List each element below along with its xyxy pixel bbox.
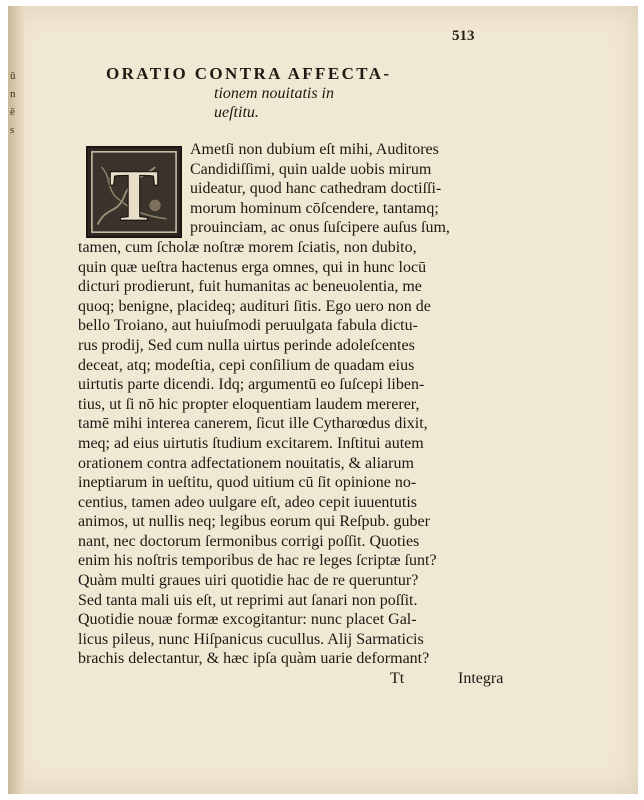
text-line: deceat, atq; modeſtia, cepi conſilium de quadam eius: [78, 356, 415, 374]
page-title: [106, 64, 526, 122]
text-line: brachis delectantur, & hæc ipſa quàm uarie deformant?: [78, 650, 430, 668]
text-line: rus prodij, Sed cum nulla uirtus perinde adoleſcentes: [78, 336, 415, 354]
text-line: uideatur, quod hanc cathedram doctiſſi-: [190, 180, 442, 198]
text-line: animos, ut nullis neq; legibus eorum qui Reſpub. guber: [78, 513, 430, 531]
initial-letter: T: [109, 155, 159, 236]
title-line-1: ORATIO CONTRA AFFECTA-: [106, 64, 392, 83]
body-text: [78, 140, 518, 689]
margin-mark: n: [10, 88, 16, 100]
text-line: prouinciam, ac onus ſuſcipere auſus ſum,: [190, 219, 450, 237]
signature-mark: Tt: [390, 670, 405, 688]
title-line-3: ueſtitu.: [214, 104, 259, 121]
text-line: bello Troiano, aut huiuſmodi peruulgata fabula dictu-: [78, 317, 418, 335]
text-line: dicturi prodierunt, fuit humanitas ac beneuolentia, me: [78, 278, 422, 296]
text-line: meq; ad eius uirtutis ſtudium excitarem. Inſtitui autem: [78, 434, 424, 452]
text-line: ineptiarum in ueſtitu, quod uitium cū ſit opinione no-: [78, 474, 417, 492]
catchword-row: [78, 669, 518, 689]
text-line: Quàm multi graues uiri quotidie hac de re queruntur?: [78, 572, 419, 590]
margin-mark: ē: [10, 106, 15, 118]
text-line: orationem contra adfectationem nouitatis, & aliarum: [78, 454, 414, 472]
text-line: nant, nec doctorum ſermonibus corrigi poſſit. Quoties: [78, 532, 420, 550]
text-line: tamē mihi interea canerem, ſicut ille Cytharœdus dixit,: [78, 415, 428, 433]
text-line: centius, tamen adeo uulgare eſt, adeo cepit iuuentutis: [78, 493, 417, 511]
text-line: licus pileus, nunc Hiſpanicus cucullus. Alij Sarmaticis: [78, 630, 424, 648]
text-line: morum hominum cōſcendere, tantamq;: [190, 199, 439, 217]
binding-gutter: [8, 6, 24, 794]
text-line: Ametſi non dubium eſt mihi, Auditores: [190, 141, 439, 158]
text-line: enim his noſtris temporibus de hac re leges ſcriptæ ſunt?: [78, 552, 437, 570]
text-line: quoq; benigne, placideq; audituri ſitis. Ego uero non de: [78, 297, 431, 315]
title-line-2: tionem nouitatis in: [214, 85, 334, 102]
text-line: tamen, cum ſcholæ noſtræ morem ſciatis, non dubito,: [78, 238, 417, 256]
text-line: tius, ut ſi nō hic propter eloquentiam laudem mererer,: [78, 395, 420, 413]
margin-mark: s: [10, 124, 15, 136]
text-line: Quotidie nouæ formæ excogitantur: nunc placet Gal-: [78, 611, 417, 629]
book-page: [8, 6, 638, 794]
text-line: Candidiſſimi, quin ualde uobis mirum: [190, 160, 432, 178]
margin-mark: ū: [10, 70, 16, 82]
page-number: 513: [452, 28, 475, 44]
text-line: Sed tanta mali uis eſt, ut reprimi aut ſanari non poſſit.: [78, 591, 418, 609]
text-line: quin quæ ueſtra hactenus erga omnes, qui in hunc locū: [78, 258, 427, 276]
text-line: uirtutis parte dicendi. Idq; argumentū eo ſuſcepi liben-: [78, 376, 425, 394]
catchword: Integra: [458, 670, 504, 688]
